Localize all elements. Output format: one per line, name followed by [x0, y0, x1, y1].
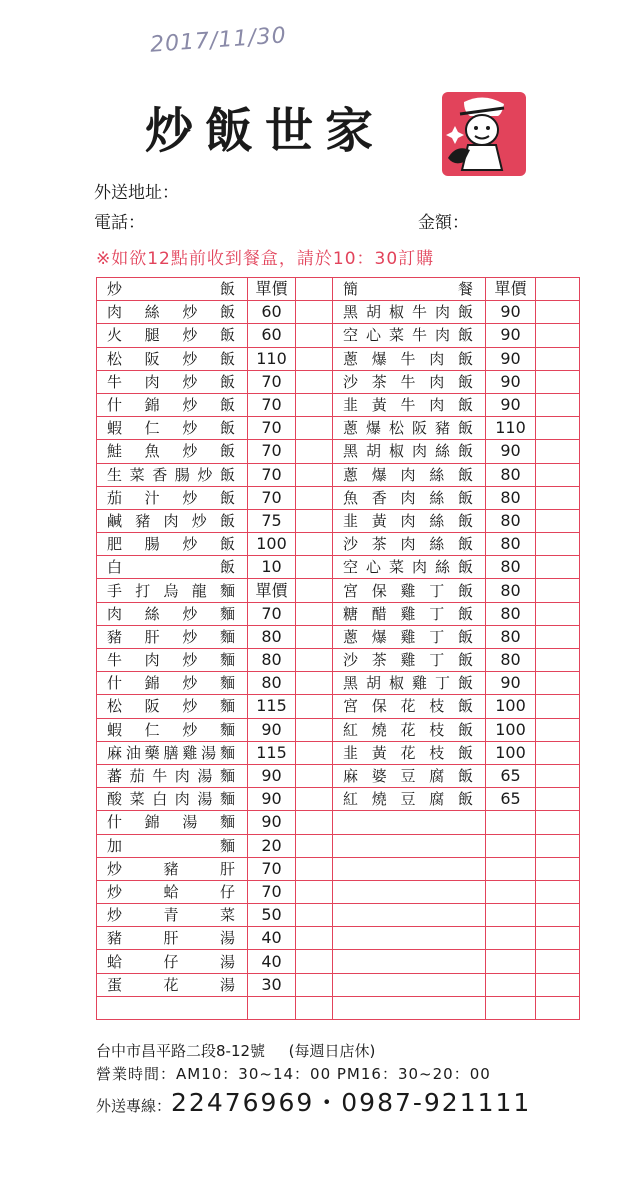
menu-row [97, 486, 580, 509]
menu-item-name: 炒青菜 [97, 904, 248, 927]
menu-item-price: 90 [486, 393, 536, 416]
menu-item-price: 40 [248, 927, 296, 950]
menu-item-name: 什錦炒麵 [97, 672, 248, 695]
menu-item-name: 韭黃牛肉飯 [333, 393, 486, 416]
menu-row [97, 718, 580, 741]
menu-row [97, 625, 580, 648]
menu-item-price: 110 [248, 347, 296, 370]
menu-item-price: 75 [248, 509, 296, 532]
menu-blank-cell [536, 811, 580, 834]
menu-item-price: 40 [248, 950, 296, 973]
menu-row [97, 764, 580, 787]
menu-blank-cell [536, 927, 580, 950]
menu-blank-cell [296, 834, 333, 857]
menu-blank-cell [296, 950, 333, 973]
menu-item-price: 70 [248, 370, 296, 393]
menu-item-price: 90 [486, 672, 536, 695]
menu-item-name: 簡 餐 [333, 278, 486, 301]
menu-blank-cell [536, 625, 580, 648]
menu-blank-cell [296, 741, 333, 764]
menu-blank-cell [536, 741, 580, 764]
menu-row [97, 556, 580, 579]
menu-row [97, 927, 580, 950]
menu-item-price [486, 880, 536, 903]
menu-item-price: 90 [248, 764, 296, 787]
menu-item-name: 加 麵 [97, 834, 248, 857]
menu-item-price: 65 [486, 788, 536, 811]
menu-item-name: 空心菜肉絲飯 [333, 556, 486, 579]
menu-item-name: 鹹豬肉炒飯 [97, 509, 248, 532]
menu-item-price: 70 [248, 602, 296, 625]
menu-item-name: 牛肉炒飯 [97, 370, 248, 393]
menu-item-name: 蝦仁炒飯 [97, 417, 248, 440]
menu-row [97, 463, 580, 486]
menu-item-name: 白 飯 [97, 556, 248, 579]
delivery-address-label: 外送地址： [94, 183, 179, 203]
menu-blank-cell [536, 370, 580, 393]
menu-blank-cell [536, 764, 580, 787]
menu-item-name: 韭黃花枝飯 [333, 741, 486, 764]
menu-item-price: 60 [248, 324, 296, 347]
menu-item-price: 100 [486, 695, 536, 718]
shop-title: 炒飯世家 [145, 103, 386, 159]
menu-blank-cell [296, 509, 333, 532]
menu-item-price: 90 [486, 324, 536, 347]
menu-row [97, 996, 580, 1019]
menu-item-name [333, 996, 486, 1019]
menu-item-price: 115 [248, 741, 296, 764]
menu-row [97, 672, 580, 695]
menu-item-price: 100 [486, 741, 536, 764]
menu-item-name: 宮保花枝飯 [333, 695, 486, 718]
menu-row [97, 811, 580, 834]
menu-item-price: 70 [248, 880, 296, 903]
menu-item-price: 單價 [486, 278, 536, 301]
menu-item-price: 90 [248, 788, 296, 811]
menu-blank-cell [536, 301, 580, 324]
menu-blank-cell [296, 973, 333, 996]
menu-blank-cell [536, 695, 580, 718]
menu-item-price: 單價 [248, 278, 296, 301]
menu-blank-cell [296, 393, 333, 416]
menu-blank-cell [536, 440, 580, 463]
menu-row [97, 347, 580, 370]
business-hours: 營業時間：AM10：30~14：00 PM16：30~20：00 [96, 1065, 491, 1083]
menu-item-price: 80 [248, 649, 296, 672]
menu-row [97, 440, 580, 463]
menu-item-price: 單價 [248, 579, 296, 602]
menu-item-price: 90 [486, 301, 536, 324]
menu-item-price: 65 [486, 764, 536, 787]
menu-item-name: 手打烏龍麵 [97, 579, 248, 602]
menu-item-price: 60 [248, 301, 296, 324]
menu-blank-cell [536, 486, 580, 509]
menu-item-name: 蝦仁炒麵 [97, 718, 248, 741]
menu-blank-cell [296, 927, 333, 950]
menu-row [97, 324, 580, 347]
menu-blank-cell [536, 278, 580, 301]
menu-row [97, 834, 580, 857]
handwritten-date: 2017/11/30 [149, 23, 288, 58]
menu-row [97, 857, 580, 880]
menu-item-name [333, 857, 486, 880]
menu-item-name [333, 950, 486, 973]
menu-blank-cell [296, 649, 333, 672]
menu-item-price [486, 927, 536, 950]
menu-item-name: 火腿炒飯 [97, 324, 248, 347]
menu-item-price: 90 [486, 370, 536, 393]
menu-blank-cell [536, 788, 580, 811]
menu-item-price: 90 [486, 440, 536, 463]
menu-blank-cell [296, 904, 333, 927]
menu-table [96, 277, 580, 1020]
menu-item-name: 什錦炒飯 [97, 393, 248, 416]
menu-blank-cell [296, 347, 333, 370]
footer-address-line [96, 1040, 375, 1061]
menu-item-name: 蔥爆雞丁飯 [333, 625, 486, 648]
menu-blank-cell [296, 857, 333, 880]
menu-item-name: 沙茶牛肉飯 [333, 370, 486, 393]
menu-blank-cell [536, 347, 580, 370]
menu-blank-cell [296, 764, 333, 787]
menu-item-name [333, 880, 486, 903]
menu-item-name: 什錦湯麵 [97, 811, 248, 834]
menu-item-price: 70 [248, 417, 296, 440]
menu-item-name: 鮭魚炒飯 [97, 440, 248, 463]
menu-blank-cell [296, 672, 333, 695]
menu-item-price: 80 [486, 625, 536, 648]
menu-item-name: 紅燒花枝飯 [333, 718, 486, 741]
menu-item-name [333, 973, 486, 996]
menu-item-name: 韭黃肉絲飯 [333, 509, 486, 532]
menu-item-price: 10 [248, 556, 296, 579]
menu-item-price [486, 973, 536, 996]
menu-blank-cell [296, 370, 333, 393]
menu-item-price [486, 811, 536, 834]
menu-item-name: 蛤仔湯 [97, 950, 248, 973]
menu-item-price: 30 [248, 973, 296, 996]
menu-blank-cell [536, 834, 580, 857]
menu-item-name: 生菜香腸炒飯 [97, 463, 248, 486]
menu-row [97, 788, 580, 811]
menu-blank-cell [536, 602, 580, 625]
menu-row [97, 950, 580, 973]
menu-item-name [333, 927, 486, 950]
menu-blank-cell [536, 904, 580, 927]
menu-row [97, 904, 580, 927]
menu-blank-cell [296, 579, 333, 602]
menu-blank-cell [536, 880, 580, 903]
menu-item-price: 50 [248, 904, 296, 927]
menu-item-name: 麻婆豆腐飯 [333, 764, 486, 787]
menu-item-price: 90 [248, 718, 296, 741]
menu-item-name: 松阪炒飯 [97, 347, 248, 370]
menu-item-name: 空心菜牛肉飯 [333, 324, 486, 347]
menu-item-name [333, 834, 486, 857]
menu-item-price: 80 [486, 463, 536, 486]
menu-item-price [486, 904, 536, 927]
order-notice: ※如欲12點前收到餐盒，請於10：30訂購 [96, 249, 435, 269]
menu-item-price: 70 [248, 486, 296, 509]
menu-row [97, 393, 580, 416]
menu-item-name [97, 996, 248, 1019]
menu-item-price: 80 [486, 579, 536, 602]
menu-item-price: 70 [248, 393, 296, 416]
menu-item-price: 80 [486, 486, 536, 509]
menu-blank-cell [296, 486, 333, 509]
menu-item-price [486, 996, 536, 1019]
menu-item-price: 100 [248, 533, 296, 556]
delivery-hotline [96, 1083, 531, 1119]
menu-item-name: 肉絲炒麵 [97, 602, 248, 625]
menu-blank-cell [296, 417, 333, 440]
menu-blank-cell [296, 602, 333, 625]
menu-item-price: 80 [486, 556, 536, 579]
menu-item-name: 魚香肉絲飯 [333, 486, 486, 509]
menu-blank-cell [536, 533, 580, 556]
menu-item-name: 茄汁炒飯 [97, 486, 248, 509]
menu-blank-cell [296, 301, 333, 324]
menu-blank-cell [536, 672, 580, 695]
menu-blank-cell [296, 788, 333, 811]
menu-row [97, 695, 580, 718]
menu-item-name: 沙茶雞丁飯 [333, 649, 486, 672]
menu-item-price: 90 [248, 811, 296, 834]
menu-item-price: 80 [486, 533, 536, 556]
menu-item-price: 80 [486, 649, 536, 672]
menu-blank-cell [536, 324, 580, 347]
menu-item-name: 麻油藥膳雞湯麵 [97, 741, 248, 764]
chef-mascot-logo [442, 92, 526, 176]
menu-blank-cell [296, 880, 333, 903]
menu-blank-cell [296, 324, 333, 347]
menu-item-price: 80 [248, 672, 296, 695]
menu-blank-cell [296, 533, 333, 556]
menu-item-name: 肉絲炒飯 [97, 301, 248, 324]
menu-item-name: 酸菜白肉湯麵 [97, 788, 248, 811]
menu-blank-cell [536, 556, 580, 579]
menu-row [97, 370, 580, 393]
menu-blank-cell [296, 695, 333, 718]
menu-item-price: 115 [248, 695, 296, 718]
menu-item-name: 蔥爆松阪豬飯 [333, 417, 486, 440]
menu-item-price: 70 [248, 857, 296, 880]
menu-item-price [486, 834, 536, 857]
menu-blank-cell [536, 509, 580, 532]
delivery-hotline-label: 外送專線： [96, 1097, 172, 1115]
menu-blank-cell [296, 718, 333, 741]
menu-item-price: 70 [248, 463, 296, 486]
amount-label: 金額： [418, 213, 469, 233]
menu-blank-cell [536, 393, 580, 416]
menu-blank-cell [296, 625, 333, 648]
menu-item-price: 100 [486, 718, 536, 741]
menu-item-name: 宮保雞丁飯 [333, 579, 486, 602]
menu-blank-cell [296, 440, 333, 463]
menu-blank-cell [296, 463, 333, 486]
shop-address: 台中市昌平路二段8-12號 [96, 1042, 266, 1060]
menu-item-price: 20 [248, 834, 296, 857]
menu-item-name: 紅燒豆腐飯 [333, 788, 486, 811]
menu-blank-cell [536, 973, 580, 996]
menu-item-name: 糖醋雞丁飯 [333, 602, 486, 625]
menu-blank-cell [536, 996, 580, 1019]
menu-blank-cell [536, 579, 580, 602]
menu-item-name [333, 904, 486, 927]
menu-item-price: 80 [248, 625, 296, 648]
menu-blank-cell [536, 718, 580, 741]
menu-row [97, 741, 580, 764]
menu-row [97, 533, 580, 556]
delivery-phone-numbers: 22476969・0987-921111 [171, 1088, 532, 1117]
menu-item-name: 蛋花湯 [97, 973, 248, 996]
phone-label: 電話： [94, 213, 145, 233]
menu-row [97, 973, 580, 996]
menu-blank-cell [536, 417, 580, 440]
menu-blank-cell [296, 811, 333, 834]
menu-row [97, 509, 580, 532]
menu-item-name: 黑胡椒肉絲飯 [333, 440, 486, 463]
menu-item-name: 豬肝湯 [97, 927, 248, 950]
menu-item-name [333, 811, 486, 834]
menu-item-price: 80 [486, 602, 536, 625]
menu-item-name: 蔥爆牛肉飯 [333, 347, 486, 370]
menu-item-price [486, 950, 536, 973]
menu-item-price: 70 [248, 440, 296, 463]
menu-blank-cell [536, 950, 580, 973]
closed-day: (每週日店休) [288, 1042, 376, 1060]
menu-row [97, 602, 580, 625]
menu-item-price [248, 996, 296, 1019]
menu-item-name: 沙茶肉絲飯 [333, 533, 486, 556]
menu-item-name: 蕃茄牛肉湯麵 [97, 764, 248, 787]
menu-item-name: 豬肝炒麵 [97, 625, 248, 648]
menu-item-name: 松阪炒麵 [97, 695, 248, 718]
menu-row [97, 880, 580, 903]
menu-item-price [486, 857, 536, 880]
menu-item-price: 90 [486, 347, 536, 370]
menu-item-name: 蔥爆肉絲飯 [333, 463, 486, 486]
menu-blank-cell [296, 556, 333, 579]
menu-row [97, 301, 580, 324]
menu-blank-cell [536, 857, 580, 880]
menu-item-name: 黑胡椒雞丁飯 [333, 672, 486, 695]
menu-item-price: 80 [486, 509, 536, 532]
menu-row [97, 649, 580, 672]
menu-blank-cell [536, 649, 580, 672]
menu-item-name: 黑胡椒牛肉飯 [333, 301, 486, 324]
menu-item-name: 肥腸炒飯 [97, 533, 248, 556]
menu-row [97, 278, 580, 301]
menu-item-name: 炒 飯 [97, 278, 248, 301]
menu-row [97, 579, 580, 602]
menu-item-price: 110 [486, 417, 536, 440]
menu-blank-cell [536, 463, 580, 486]
menu-item-name: 炒蛤仔 [97, 880, 248, 903]
menu-blank-cell [296, 278, 333, 301]
menu-item-name: 炒豬肝 [97, 857, 248, 880]
menu-item-name: 牛肉炒麵 [97, 649, 248, 672]
menu-blank-cell [296, 996, 333, 1019]
menu-row [97, 417, 580, 440]
